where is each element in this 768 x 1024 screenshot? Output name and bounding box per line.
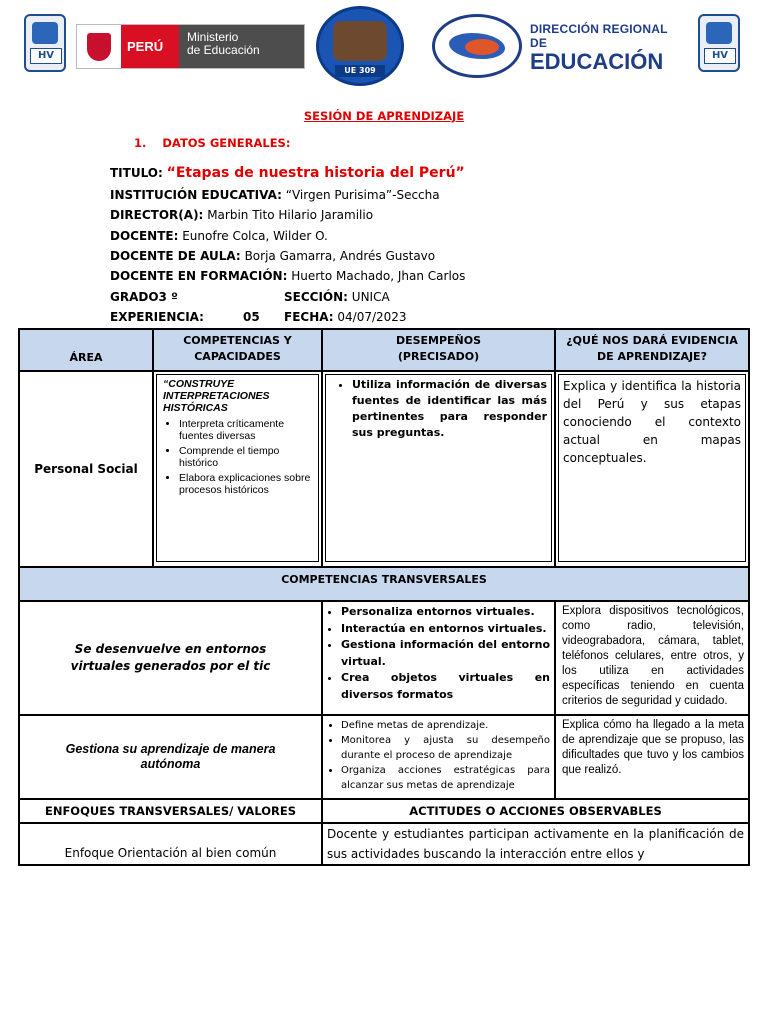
ugel-label: UE 309: [335, 65, 385, 77]
transversales-header: COMPETENCIAS TRANSVERSALES: [19, 567, 749, 601]
competencia-title: “CONSTRUYE INTERPRETACIONES HISTÓRICAS: [163, 378, 270, 414]
header-logos: [0, 0, 768, 90]
list-item: • Personaliza entornos virtuales.: [341, 604, 550, 621]
header-competencias: COMPETENCIAS Y CAPACIDADES: [153, 329, 322, 371]
landscape-icon: [333, 21, 387, 61]
actitud-cell: Docente y estudiantes participan activamente en la planificación de sus actividades buscando la interacción entre ellos y: [322, 823, 749, 865]
dre-line2: EDUCACIÓN: [530, 49, 664, 74]
list-item: • Organiza acciones estratégicas para alcanzar sus metas de aprendizaje: [341, 763, 550, 793]
wave-accent-icon: [465, 39, 499, 55]
list-item: • Crea objetos virtuales en diversos formatos: [341, 670, 550, 703]
table-row: [19, 823, 749, 865]
peru-label: PERÚ: [121, 25, 179, 68]
hv-label: HV: [30, 48, 62, 64]
transversales-header-row: [19, 567, 749, 601]
enfoques-header-row: [19, 799, 749, 823]
docente-line: DOCENTE: Eunofre Colca, Wilder O.: [110, 229, 328, 243]
hv-logo-left: [24, 14, 66, 72]
table-row: [19, 715, 749, 799]
titulo-line: TITULO: “Etapas de nuestra historia del Perú”: [110, 165, 465, 181]
competencia-autonoma-cell: Gestiona su aprendizaje de manera autónoma: [19, 715, 322, 799]
section-heading: 1. DATOS GENERALES:: [134, 136, 291, 150]
hv-label: HV: [704, 48, 736, 64]
ministerio-line1: Ministerio: [187, 30, 239, 44]
list-item: • Define metas de aprendizaje.: [341, 718, 550, 733]
hv-logo-right: [698, 14, 740, 72]
shield-icon: [32, 22, 58, 44]
evidencia-autonoma-cell: Explica cómo ha llegado a la meta de aprendizaje que se propuso, las dificultades que tuvo y los cambios que realizó.: [555, 715, 749, 799]
grado-line: GRADO3 º: [110, 290, 178, 304]
area-cell: Personal Social: [19, 371, 153, 567]
fecha-line: FECHA: 04/07/2023: [284, 310, 407, 324]
table-row: [19, 371, 749, 567]
shield-icon: [706, 22, 732, 44]
enfoque-cell: Enfoque Orientación al bien común: [19, 823, 322, 865]
header-desempenos: DESEMPEÑOS (PRECISADO): [322, 329, 555, 371]
session-table: [18, 328, 750, 866]
header-area: ÁREA: [19, 329, 153, 371]
enfoques-header: ENFOQUES TRANSVERSALES/ VALORES: [19, 799, 322, 823]
experiencia-value: 05: [243, 310, 260, 324]
seccion-line: SECCIÓN: UNICA: [284, 290, 390, 304]
dre-line1: DIRECCIÓN REGIONAL DE: [530, 22, 668, 50]
list-item: • Utiliza información de diversas fuentes de identificar las más pertinentes para responder sus preguntas.: [352, 377, 547, 441]
header-evidencia: ¿QUÉ NOS DARÁ EVIDENCIA DE APRENDIZAJE?: [555, 329, 749, 371]
list-item: • Gestiona información del entorno virtual.: [341, 637, 550, 670]
ministerio-label: [179, 25, 304, 68]
list-item: • Comprende el tiempo histórico: [179, 445, 314, 469]
actitudes-header: ACTITUDES O ACCIONES OBSERVABLES: [322, 799, 749, 823]
list-item: • Elabora explicaciones sobre procesos históricos: [179, 472, 314, 496]
institucion-line: INSTITUCIÓN EDUCATIVA: “Virgen Purisima”-Seccha: [110, 188, 440, 202]
evidencia-cell: [555, 371, 749, 567]
dre-text-logo: [530, 22, 682, 74]
director-line: DIRECTOR(A): Marbin Tito Hilario Jaramilio: [110, 208, 374, 222]
desempeno-cell: [322, 371, 555, 567]
docente-aula-line: DOCENTE DE AULA: Borja Gamarra, Andrés Gustavo: [110, 249, 436, 263]
table-row: [19, 601, 749, 715]
ugel-seal-logo: [316, 6, 404, 86]
list-item: • Interactúa en entornos virtuales.: [341, 621, 550, 638]
page-title: SESIÓN DE APRENDIZAJE: [303, 109, 465, 123]
peru-seal-icon: [77, 25, 121, 68]
table-header-row: [19, 329, 749, 371]
competencia-cell: [153, 371, 322, 567]
docente-formacion-line: DOCENTE EN FORMACIÓN: Huerto Machado, Jhan Carlos: [110, 269, 466, 283]
dre-seal-logo: [432, 14, 522, 78]
experiencia-line: EXPERIENCIA:: [110, 310, 204, 324]
list-item: • Interpreta críticamente fuentes diversas: [179, 418, 314, 442]
desempeno-tic-cell: [322, 601, 555, 715]
desempeno-autonoma-cell: [322, 715, 555, 799]
competencia-tic-cell: Se desenvuelve en entornos virtuales generados por el tic: [19, 601, 322, 715]
evidencia-text: Explica y identifica la historia del Perú y sus etapas conociendo el contexto actual en mapas conceptuales.: [558, 374, 746, 562]
evidencia-tic-cell: Explora dispositivos tecnológicos, como radio, televisión, videograbadora, cámara, tablet, teléfonos celulares, entre otros, y los utiliza en actividades específicas teniendo en cuenta criterios de seguridad y cuidado.: [555, 601, 749, 715]
list-item: • Monitorea y ajusta su desempeño durante el proceso de aprendizaje: [341, 733, 550, 763]
titulo-value: “Etapas de nuestra historia del Perú”: [166, 165, 465, 181]
ministerio-line2: de Educación: [187, 43, 260, 57]
ministerio-educacion-logo: [76, 24, 305, 69]
